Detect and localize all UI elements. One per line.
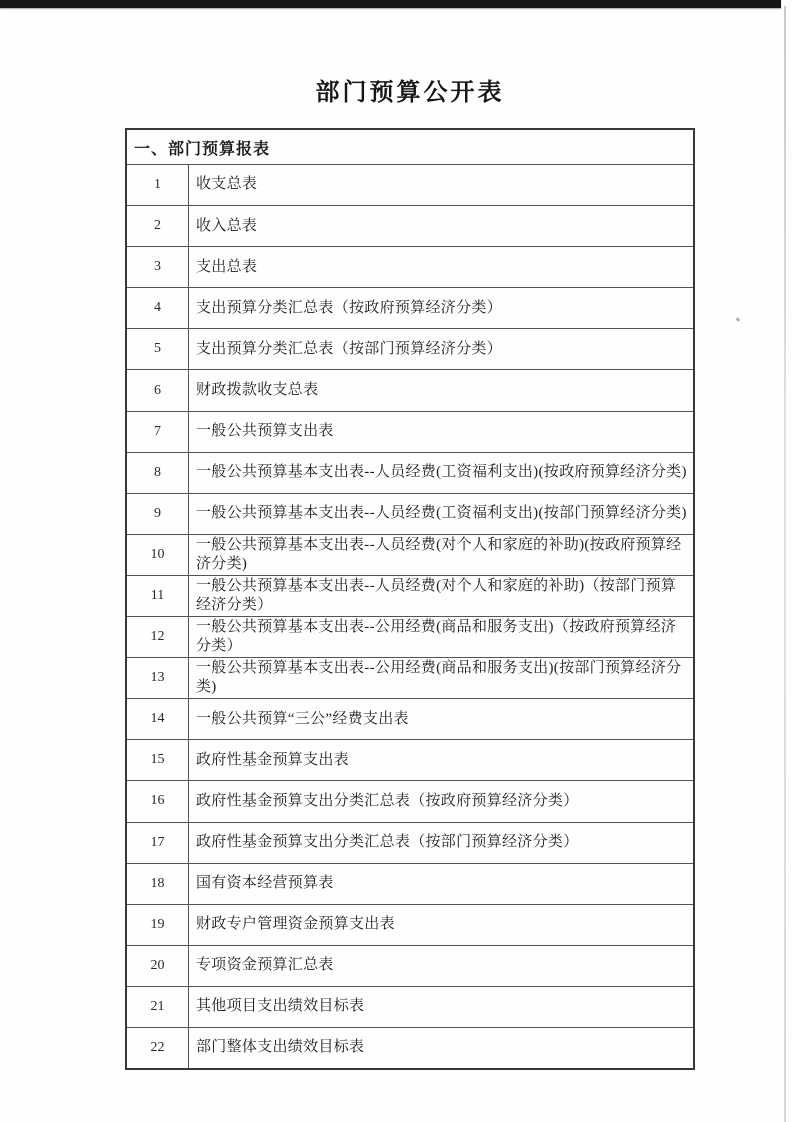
- row-number: 3: [154, 259, 161, 275]
- table-row: [127, 822, 693, 863]
- row-number: 13: [150, 670, 165, 686]
- row-title: 其他项目支出绩效目标表: [188, 987, 693, 1027]
- row-number: 17: [150, 834, 165, 850]
- table-row: [127, 945, 693, 986]
- table-row: [127, 698, 693, 739]
- row-number: 19: [150, 916, 165, 932]
- row-title: 国有资本经营预算表: [188, 864, 693, 904]
- table-row: [127, 246, 693, 287]
- row-title: 一般公共预算支出表: [188, 412, 693, 452]
- row-number: 1: [154, 177, 161, 193]
- table-row: [127, 616, 693, 657]
- row-number: 2: [154, 218, 161, 234]
- row-number: 16: [150, 793, 165, 809]
- row-title: 支出总表: [188, 247, 693, 287]
- row-number: 9: [154, 505, 161, 521]
- row-number: 4: [154, 300, 161, 316]
- row-number: 10: [150, 546, 165, 562]
- row-title: 政府性基金预算支出表: [188, 740, 693, 780]
- table-row: [127, 534, 693, 575]
- table-section-header: 一、部门预算报表: [134, 140, 271, 158]
- row-title: 专项资金预算汇总表: [188, 946, 693, 986]
- row-number: 7: [154, 423, 161, 439]
- row-title: 支出预算分类汇总表（按部门预算经济分类）: [188, 329, 693, 369]
- row-title: 部门整体支出绩效目标表: [188, 1028, 693, 1068]
- row-number: 11: [150, 587, 165, 603]
- row-title: 一般公共预算基本支出表--人员经费(对个人和家庭的补助)（按部门预算经济分类）: [188, 576, 693, 616]
- budget-table: [125, 128, 695, 1070]
- row-number: 22: [150, 1040, 165, 1056]
- table-row: [127, 863, 693, 904]
- row-number: 21: [150, 998, 165, 1014]
- table-row: [127, 657, 693, 698]
- table-row: [127, 780, 693, 821]
- row-title: 一般公共预算基本支出表--公用经费(商品和服务支出)（按政府预算经济分类）: [188, 617, 693, 657]
- row-title: 支出预算分类汇总表（按政府预算经济分类）: [188, 288, 693, 328]
- row-title: 一般公共预算“三公”经费支出表: [188, 699, 693, 739]
- row-title: 收支总表: [188, 165, 693, 205]
- row-title: 财政拨款收支总表: [188, 370, 693, 410]
- table-row: [127, 904, 693, 945]
- document-title: 部门预算公开表: [315, 80, 505, 106]
- table-row: [127, 411, 693, 452]
- table-rows: [127, 164, 693, 1068]
- row-number: 8: [154, 464, 161, 480]
- row-title: 政府性基金预算支出分类汇总表（按政府预算经济分类）: [188, 781, 693, 821]
- row-number: 6: [154, 382, 161, 398]
- row-title: 一般公共预算基本支出表--人员经费(工资福利支出)(按政府预算经济分类): [188, 453, 693, 493]
- row-number: 5: [154, 341, 161, 357]
- row-number: 20: [150, 957, 165, 973]
- table-row: [127, 452, 693, 493]
- table-row: [127, 287, 693, 328]
- row-title: 收入总表: [188, 206, 693, 246]
- table-row: [127, 205, 693, 246]
- row-title: 一般公共预算基本支出表--人员经费(工资福利支出)(按部门预算经济分类): [188, 494, 693, 534]
- table-row: [127, 1027, 693, 1068]
- scan-artifact-right-edge: [784, 6, 786, 1122]
- row-number: 18: [150, 875, 165, 891]
- table-row: [127, 369, 693, 410]
- table-row: [127, 328, 693, 369]
- table-row: [127, 164, 693, 205]
- row-title: 财政专户管理资金预算支出表: [188, 905, 693, 945]
- table-row: [127, 739, 693, 780]
- row-title: 一般公共预算基本支出表--人员经费(对个人和家庭的补助)(按政府预算经济分类): [188, 535, 693, 575]
- row-title: 政府性基金预算支出分类汇总表（按部门预算经济分类）: [188, 823, 693, 863]
- table-row: [127, 986, 693, 1027]
- table-row: [127, 575, 693, 616]
- row-number: 15: [150, 752, 165, 768]
- row-number: 14: [150, 711, 165, 727]
- table-row: [127, 493, 693, 534]
- scan-artifact-top-strip: [0, 0, 781, 8]
- row-number: 12: [150, 629, 165, 645]
- scan-speck: [736, 317, 741, 322]
- row-title: 一般公共预算基本支出表--公用经费(商品和服务支出)(按部门预算经济分类): [188, 658, 693, 698]
